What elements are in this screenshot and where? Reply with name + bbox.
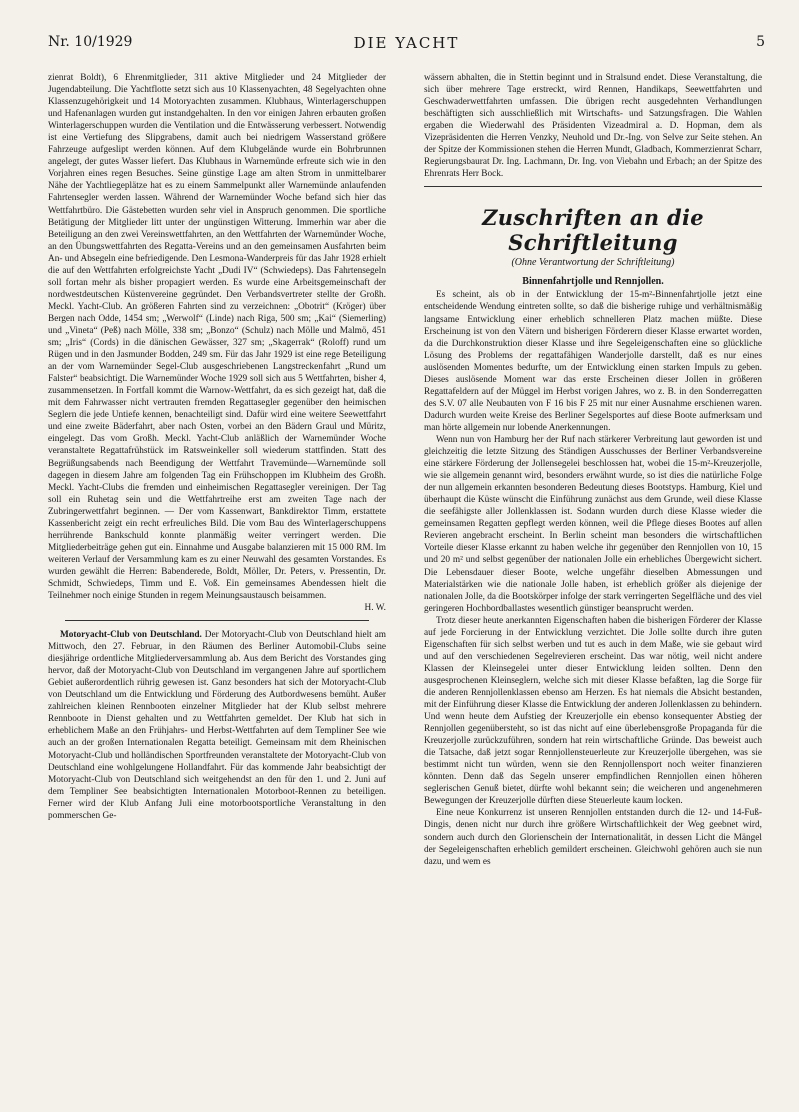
article-title: Binnenfahrtjolle und Rennjollen. [522,276,664,288]
article-paragraph: Eine neue Konkurrenz ist unseren Rennjollen entstanden durch die 12- und 14-Fuß-Dingis, denen nicht nur durch ihre größere Wirtschaftlichkeit der Weg geebnet wird, sondern auch durch den Glorienschein der Internationalität, in dessen Licht die Mängel der Segeleigenschaften erheblich gemildert erscheinen. Gleichwohl gehören auch sie nun dazu, und wem es [424,808,762,867]
right-column [424,72,762,1092]
left-column [48,72,386,1092]
divider [424,186,762,187]
issue-number: Nr. 10/1929 [48,34,133,50]
article-paragraph: Es scheint, als ob in der Entwicklung der 15-m²-Binnenfahrtjolle jetzt eine entscheidende Wendung eintreten sollte, so daß die bisherige ruhige und verhältnismäßig langsame Entwicklung einer erheblich schnelleren Platz machen müßte. Diese Erscheinung ist von den Vätern und bisherigen Förderern dieser Klasse erwartet worden, da die Durchkonstruktion dieser Klasse und ihre Segeleigenschaften eine so glückliche Lösung des Problems der regattafähigen Wanderjolle darstellt, daß es nur eines auslösenden Momentes bedurfte, um der Entwicklung einen starken Impuls zu geben. Dieses auslösende Moment war das erste Erscheinen dieser Jollen in größeren Regattafeldern auf der Müggel im Herbst vorigen Jahres, wo z. B. in den Sonderregatten des S.V. 07 alle Neubauten von F 16 bis F 25 mit nur einer Ausnahme erschienen waren. Dadurch wurden weite Kreise des Berliner Segelsportes auf diese Boote aufmerksam und man hörte allgemein nur lobende Anerkennungen. [424,290,762,433]
club-report-paragraph [48,629,386,822]
page-header [48,34,765,58]
article-paragraph: wässern abhalten, die in Stettin beginnt und in Stralsund endet. Diese Veranstaltung, die sich über mehrere Tage erstreckt, wird Rennen, Handikaps, Seewettfahrten und Geschwaderwettfahrten umfassen. Die übrigen recht ausgedehnten Verhandlungen beschäftigten sich ausschließlich mit Wirtschafts- und Satzungsfragen. Die Wahlen ergaben die Wiederwahl des Präsidenten Vizeadmiral a. D. Hopman, dem als Vizepräsidenten die Herren Venzky, Neuhold und Dr.-Ing. von Selve zur Seite stehen. An der Spitze der Kommissionen stehen die Herren Mundt, Gladbach, Kommerzienrat Scharr, Regierungsbaurat Dr. Ing. Lachmann, Dr. Ing. von Viebahn und Erbach; an der Spitze des Ehrenrats Herr Bock. [424,73,762,180]
club-name: Motoryacht-Club von Deutschland. [60,630,202,641]
page-number: 5 [756,34,765,50]
club-report-text: Der Motoryacht-Club von Deutschland hielt am Mittwoch, den 27. Februar, in den Räumen des Berliner Automobil-Clubs seine diesjährige ordentliche Mitgliederversammlung ab. Aus dem Bericht des Vorstandes ging hervor, daß der Motoryacht-Club von Deutschland im vergangenen Jahre auf sportlichem Gebiet außerordentlich rührig gewesen ist. Ganz besonders hat sich der Motoryacht-Club von Deutschland um die Entwicklung und Förderung des Autbordwesens bemüht. Außer zahlreichen kleinen Rennbooten einzelner Mitglieder hat der Klub selbst mehrere Rennboote in Dienst gehalten und zu Wettfahrten gemeldet. Der Klub hat sich in erheblichem Maße an den Frühjahrs- und Herbst-Wettfahrten auf dem Templiner See wie auch an der großen Internationalen Regatta beteiligt. Gemeinsam mit dem Rheinischen Motoryacht-Club und holländischen Sportfreunden veranstaltete der Motoryacht-Club von Deutschland eine wohlgelungene Hollandfahrt. Für das kommende Jahr beabsichtigt der Motoryacht-Club von Deutschland sich weitgehendst an den für den 1. und 2. Juni auf dem Templiner See beabsichtigten Internationalen Motorboot-Rennen zu beteiligen. Ferner wird der Klub Anfang Juli eine motorbootsportliche Veranstaltung in den pommerschen Ge- [48,630,386,821]
divider [65,620,369,621]
section-title: Zuschriften an die Schriftleitung [482,205,704,256]
section-subtitle: (Ohne Verantwortung der Schriftleitung) [511,257,675,269]
article-paragraph: Wenn nun von Hamburg her der Ruf nach stärkerer Verbreitung laut geworden ist und gleichzeitig die letzte Sitzung des Ständigen Ausschusses der Berliner Verbandsvereine eine stärkere Förderung der Jollensegelei beschlossen hat, wobei die 15-m²-Kreuzerjolle, wie sie allgemein genannt wird, besonders erwähnt wurde, so ist dies die natürliche Folge der nun allgemein erkannten besonderen Bedeutung dieses Bootstyps. Hamburg, Kiel und überhaupt die Küste wünscht die Einführung zunächst aus dem Grunde, weil diese Klasse die seefähigste aller Jollenklassen ist. Sodann wurden durch diese Klasse wieder die gemeinsamen Regatten gepflegt werden können, weil die Pflege dieses Bootes auf allen Revieren angebracht erscheint. In Berlin scheint man besonders die wirtschaftlichen Vorteile dieser Klasse erkannt zu haben welche ihr gegenüber den Rennjollen von 10, 15 und 20 m² und selbst gegenüber der nationalen Jolle ein erhebliches Übergewicht sichert. Die Lebensdauer dieser Boote, welche ungefähr dieselben Abmessungen und Materialstärken wie die nationale Jolle haben, ist erheblich größer als diejenige der nationalen Jolle, da die Bootskörper infolge der stark verringerten Segelfläche und des viel geringeren Hochbordballastes wesentlich günstiger beansprucht werden. [424,434,762,614]
author-signature: H. W. [364,603,386,614]
magazine-title: DIE YACHT [353,34,460,52]
article-paragraph: zienrat Boldt), 6 Ehrenmitglieder, 311 aktive Mitglieder und 24 Mitglieder der Jugendabteilung. Die Yachtflotte setzt sich aus 10 Klassenyachten, 48 Segelyachten ohne Klassenzugehörigkeit und 14 Motoryachten zusammen. Klubhaus, Winterlagerschuppen und Hafenanlagen wurden gut instandgehalten. In den vor einigen Jahren erbauten großen Winterlagerschuppen wurden die Ventilation und die Entwässerung verbessert. Notwendig ist eine Vertiefung des Slipgrabens, damit auch bei niedrigem Wasserstand größere Fahrzeuge aufgeslipt werden können. Auf dem Klubgelände wurde ein Bohrbrunnen angelegt, der gutes Wasser liefert. Das Klubhaus in Warnemünde erfreute sich wie in den Vorjahren eines regen Besuches. Seine günstige Lage am alten Strom in unmittelbarer Nähe der Yachtliegeplätze hat es zu einem Sammelpunkt aller Warnemünde anlaufenden Fahrtensegler werden lassen. Während der Warnemünder Woche befand sich hier das Wettfahrtbüro. Die Gästebetten wurden sehr viel in Anspruch genommen. Die sportliche Betätigung der Mitglieder litt unter der ungünstigen Witterung. Immerhin war aber die Beteiligung an den zwei Vereinswettfahrten, an den Wettfahrten der Warnemünder Woche, an den Übungswettfahrten des Regatta-Vereins und an den gemeinsamen Ausfahrten beim An- und Absegeln eine befriedigende. Den Lesmona-Wanderpreis für das Jahr 1928 erhielt die auf den Wettfahrten erfolgreichste Yacht „Dudi IV“ (Schwiedeps). Das Fahrtensegeln soll fortan mehr als bisher propagiert werden. Es wurde eine Arbeitsgemeinschaft der nordwestdeutschen Küstenvereine gegründet. Den Verbandsvertreter stellte der Großh. Meckl. Yacht-Club. An größeren Fahrten sind zu verzeichnen: „Obotrit“ (Kröger) über Bergen nach Odde, 1454 sm; „Werwolf“ (Linde) nach Riga, 500 sm; „Kai“ (Siemerling) und „Vineta“ (Peß) nach Mölle, 338 sm; „Bonzo“ (Schulz) nach Mölle und Malmö, 451 sm; „Iris“ (Cords) in die dänischen Gewässer, 327 sm; „Skagerrak“ (Roloff) rund um Rügen und in den Jasmunder Bodden, 249 sm. Für das Jahr 1929 ist eine rege Beteiligung an der vom Warnemünder Segel-Club ausgeschriebenen Langstreckenfahrt „Rund um Falster“ beabsichtigt. Die Warnemünder Woche 1929 soll sich aus 5 Wettfahrten, bisher 4, zusammensetzen. In Fortfall kommt die Warnow-Wettfahrt, da es sich gezeigt hat, daß die mit dem Fahrwasser nicht vertrauten fremden Regattasegler gegenüber den heimischen Seglern die jede Untiefe kennen, benachteiligt sind. Dafür wird eine weitere Seewettfahrt und eine zweite Bäderfahrt, aber nach Osten, vorbei an den Bädern Graul und Müritz, eingelegt. Das vom Großh. Meckl. Yacht-Club anläßlich der Warnemünder Woche veranstaltete Regattafrühstück im Ratsweinkeller soll wiederum stattfinden. Statt des Begrüßungsabends nach Beendigung der Wettfahrt Travemünde—Warnemünde soll dagegen in diesem Jahre am folgenden Tag ein Frühschoppen im Klubheim des Großh. Meckl. Yacht-Clubs die fremden und einheimischen Regattasegler vereinigen. Der Tag soll ein Ruhetag sein und die Wettfahrtreihe erst am zweiten Tage nach der Zubringerwettfahrt beginnen. — Der vom Kassenwart, Bankdirektor Timm, erstattete Kassenbericht zeigt ein recht erfreuliches Bild. Die vom Bau des Winterlagerschuppens herrührende Bankschuld konnte planmäßig weiter verringert werden. Die Mitgliederbeiträge gehen gut ein. Einnahme und Ausgabe balanzieren mit 15 000 RM. Im weiteren Verlauf der Versammlung kam es zu einer Neuwahl des gesamten Vorstandes. Es wurden gewählt die Herren: Babenderede, Boldt, Möller, Dr. Peters, v. Pressentin, Dr. Schmidt, Schwiedeps, Timm und E. Voß. Ein gemeinsames Abendessen hielt die Teilnehmer noch einige Stunden in regem Meinungsaustausch beisammen. [48,73,386,602]
article-paragraph: Trotz dieser heute anerkannten Eigenschaften haben die bisherigen Förderer der Klasse auf jede Forcierung in der Entwicklung verzichtet. Die Jolle sollte durch ihre guten Eigenschaften für sich selbst werben und tut es auch in dem Maße, wie sie gebaut wird und auf den verschiedenen Segelrevieren erscheint. Das war nötig, weil nicht andere Klassen der Kleinsegelei unter dieser Entwicklung leiden sollten. Denn den ausgesprochenen Kleinseglern, welche sich mit dieser Klasse befaßten, lag die Sorge für die anderen Rennjollenklassen ebenso am Herzen. Es hat niemals die Absicht bestanden, mit der Einführung dieser Klasse die Entwicklung der anderen Jollenklassen zu behindern. Und wenn heute dem Aufstieg der Kreuzerjolle ein ebenso konsequenter Abstieg der Rennjollen gegenübersteht, so ist das nicht auf eine überlebensgroße Propaganda für die Kreuzerjolle zurückzuführen, sondern hat rein wirtschaftliche Gründe. Das beweist auch die Tatsache, daß jetzt sogar Rennjollensteuerleute zur Kreuzerjolle übergehen, was sie bestimmt nicht tun würden, wenn sie den Rennjollensport noch weiter finanzieren könnten. Denn daß das Segeln unserer empfindlichen Rennjollen einen höheren seglerischen Genuß bietet, dürfte wohl bekannt sein; die weicheren und angenehmeren Bewegungen der Kreuzerjolle dürften diese Steuerleute kaum locken. [424,615,762,807]
